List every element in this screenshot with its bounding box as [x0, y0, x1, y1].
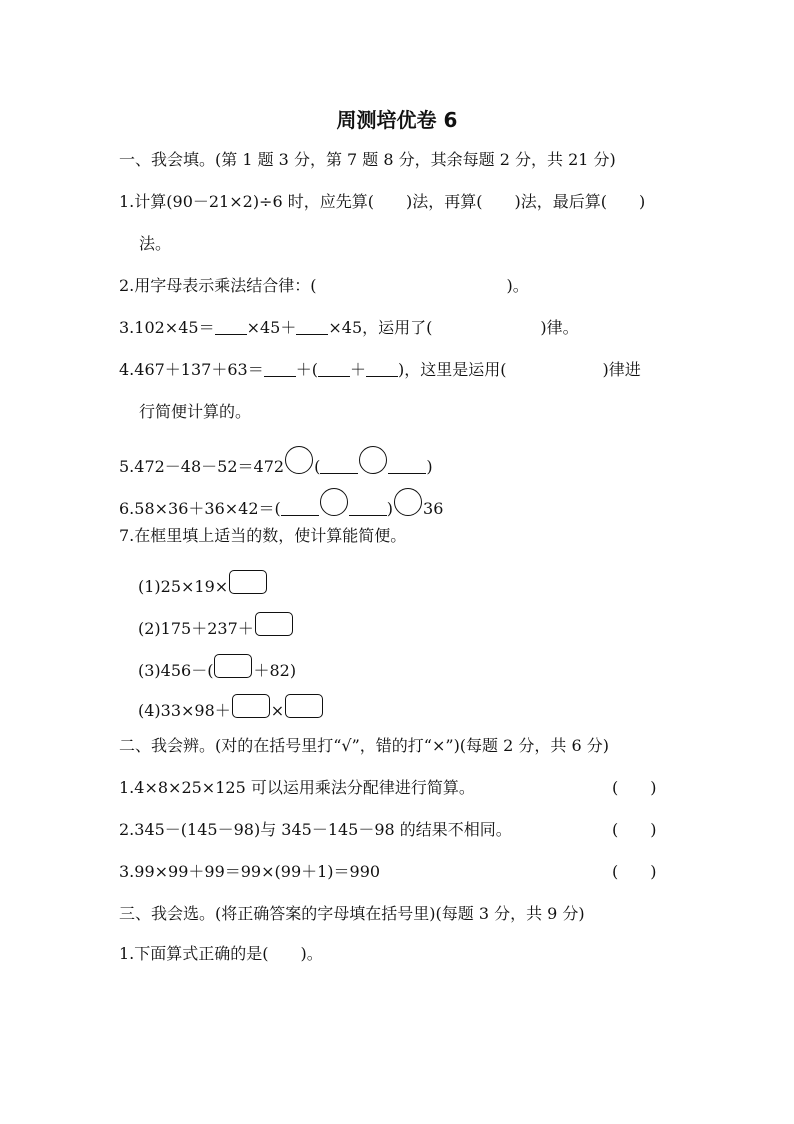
- choice-question-1: 1.下面算式正确的是( )。: [119, 944, 323, 963]
- answer-paren[interactable]: ( ): [612, 778, 657, 797]
- answer-paren[interactable]: ( ): [612, 862, 657, 881]
- answer-box[interactable]: [229, 570, 267, 594]
- answer-box[interactable]: [214, 654, 252, 678]
- question-1-7-sub2: (2)175＋237＋: [138, 612, 294, 639]
- answer-box[interactable]: [285, 694, 323, 718]
- answer-blank[interactable]: [349, 499, 387, 516]
- answer-box[interactable]: [232, 694, 270, 718]
- question-1-7-sub4: (4)33×98＋ ×: [138, 694, 324, 721]
- question-1-1: 1.计算(90－21×2)÷6 时，应先算( )法，再算( )法，最后算( ): [119, 192, 646, 211]
- judge-item-3: 3.99×99＋99＝99×(99＋1)＝990: [119, 862, 381, 881]
- question-1-4: 4.467＋137＋63＝ ＋( ＋ )，这里是运用( )律进: [119, 360, 641, 379]
- answer-blank[interactable]: [320, 457, 358, 474]
- question-1-7: 7.在框里填上适当的数，使计算能简便。: [119, 526, 407, 545]
- answer-blank[interactable]: [296, 318, 328, 335]
- answer-blank[interactable]: [366, 360, 398, 377]
- section1-heading: 一、我会填。(第 1 题 3 分，第 7 题 8 分，其余每题 2 分，共 21 分): [119, 150, 616, 169]
- question-1-2: 2.用字母表示乘法结合律：( )。: [119, 276, 529, 295]
- answer-box[interactable]: [255, 612, 293, 636]
- judge-item-1: 1.4×8×25×125 可以运用乘法分配律进行简算。: [119, 778, 475, 797]
- operator-circle[interactable]: [359, 446, 387, 474]
- answer-paren[interactable]: ( ): [612, 820, 657, 839]
- answer-blank[interactable]: [215, 318, 247, 335]
- question-1-7-sub1: (1)25×19×: [138, 570, 268, 597]
- question-1-1-cont: 法。: [139, 234, 172, 253]
- question-1-7-sub3: (3)456－( ＋82): [138, 654, 296, 681]
- operator-circle[interactable]: [285, 446, 313, 474]
- operator-circle[interactable]: [394, 488, 422, 516]
- section2-heading: 二、我会辨。(对的在括号里打“√”，错的打“×”)(每题 2 分，共 6 分): [119, 736, 609, 755]
- section3-heading: 三、我会选。(将正确答案的字母填在括号里)(每题 3 分，共 9 分): [119, 904, 585, 923]
- operator-circle[interactable]: [320, 488, 348, 516]
- answer-blank[interactable]: [318, 360, 350, 377]
- answer-blank[interactable]: [281, 499, 319, 516]
- answer-blank[interactable]: [264, 360, 296, 377]
- question-1-6: 6.58×36＋36×42＝( ) 36: [119, 488, 443, 519]
- answer-blank[interactable]: [388, 457, 426, 474]
- question-1-3: 3.102×45＝ ×45＋ ×45，运用了( )律。: [119, 318, 579, 337]
- page-title: 周测培优卷 6: [336, 108, 458, 132]
- judge-item-2: 2.345－(145－98)与 345－145－98 的结果不相同。: [119, 820, 512, 839]
- question-1-4-cont: 行简便计算的。: [139, 402, 252, 421]
- question-1-5: 5.472－48－52＝472 ( ): [119, 446, 433, 477]
